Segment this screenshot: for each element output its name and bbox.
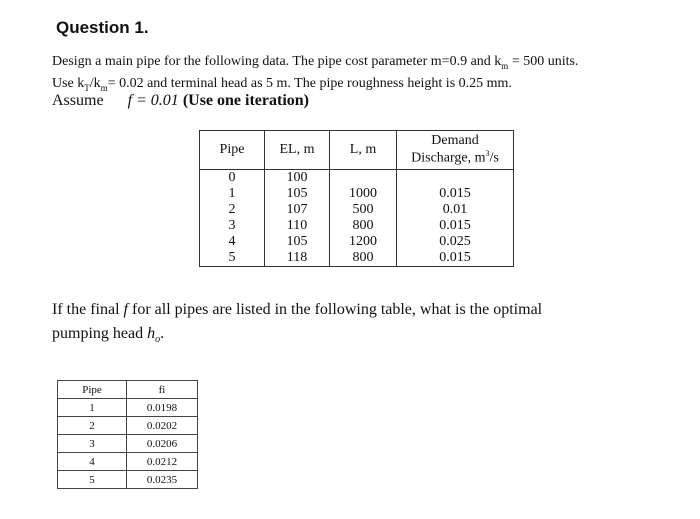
table-row: 4 105 1200 0.025 [200,234,514,250]
header-pipe: Pipe [58,381,127,399]
header-elevation: EL, m [265,131,330,170]
iteration-note: (Use one iteration) [182,92,309,109]
friction-factor-table [57,380,198,489]
table-row: 5 118 800 0.015 [200,250,514,267]
header-length: L, m [330,131,397,170]
table-row: 2 107 500 0.01 [200,202,514,218]
table-row: 4 0.0212 [58,453,198,471]
table-row: 1 0.0198 [58,399,198,417]
table-row: 1 105 1000 0.015 [200,186,514,202]
question-prompt: If the final f for all pipes are listed in the following table, what is the optimal pumping head $h_o$. [52,301,543,346]
pipe-data-table [199,130,514,267]
header-pipe: Pipe [200,131,265,170]
question-title: Question 1. [56,18,149,37]
table-row: 2 0.0202 [58,417,198,435]
table-row: 3 0.0206 [58,435,198,453]
table-row: 0 100 [200,170,514,187]
table-row: 5 0.0235 [58,471,198,489]
table-row: 3 110 800 0.015 [200,218,514,234]
assumption-line: Assume f = 0.01 (Use one iteration) [52,92,309,109]
problem-statement: Design a main pipe for the following data. The pipe cost parameter m=0.9 and $k_m = 500$ units. Use $k_T/k_m= 0.02$ and terminal head as 5 m. The pipe roughness height is 0.25 mm. [52,54,579,93]
header-demand: Demand Discharge, $m^3/s$ [397,131,514,170]
header-fi: fi [127,381,198,399]
friction-equation: f = 0.01 [127,92,179,109]
